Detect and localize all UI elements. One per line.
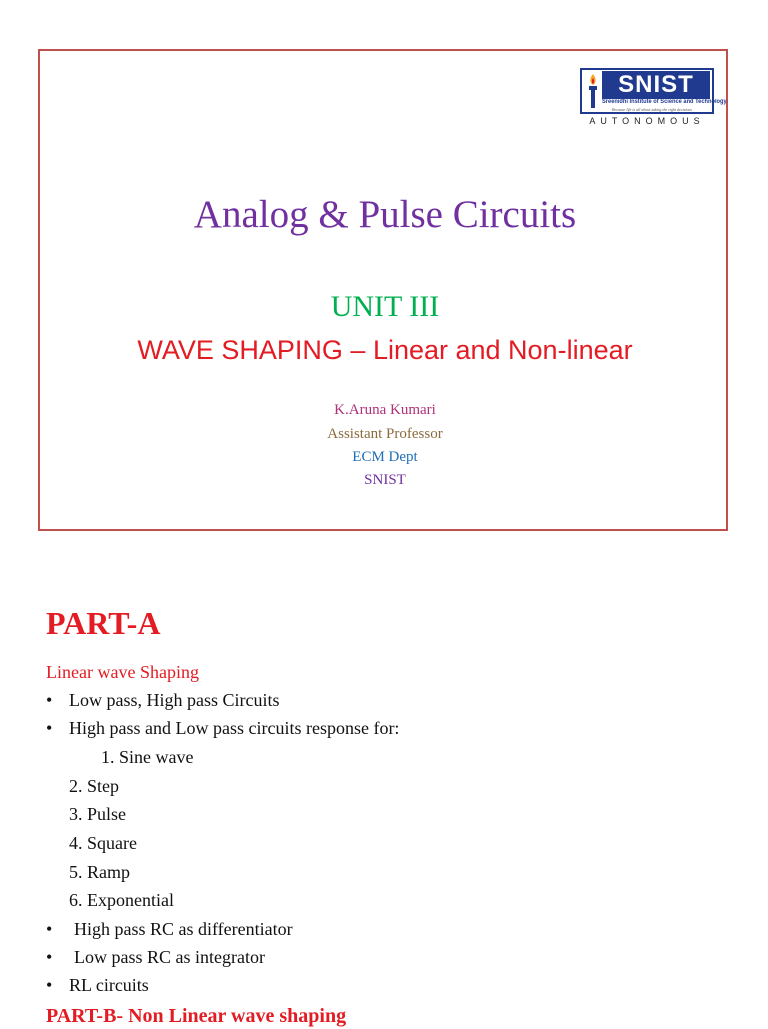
bullet-marker: • [46,718,53,738]
section-heading: Linear wave Shaping [46,662,199,682]
slide-subtitle: WAVE SHAPING – Linear and Non-linear [137,335,633,365]
author-college: SNIST [364,472,406,488]
author-department: ECM Dept [352,449,418,465]
part-a-heading: PART-A [46,605,161,641]
logo-motto: Because life is all about taking the right decisions [612,107,692,112]
list-item: Low pass RC as integrator [74,947,265,967]
list-item: RL circuits [69,975,149,995]
author-name: K.Aruna Kumari [334,402,436,418]
author-designation: Assistant Professor [327,426,443,442]
numbered-item: 5. Ramp [69,862,130,882]
list-item: High pass RC as differentiator [74,919,293,939]
list-item: High pass and Low pass circuits response for: [69,718,400,738]
bullet-marker: • [46,975,53,995]
numbered-item: 3. Pulse [69,804,127,824]
numbered-item: 6. Exponential [69,890,174,910]
bullet-marker: • [46,919,53,939]
logo-tagline: AUTONOMOUS [589,116,705,126]
logo-frame [580,68,727,114]
logo-name: SNIST [602,71,710,99]
numbered-item: 1. Sine wave [101,747,194,767]
slide-title: Analog & Pulse Circuits [193,193,577,236]
bullet-marker: • [46,690,53,710]
numbered-item: 4. Square [69,833,137,853]
logo-institute: Sreenidhi Institute of Science and Technology [602,99,727,105]
torch-icon [585,72,601,110]
title-slide [38,49,728,531]
list-item: Low pass, High pass Circuits [69,690,280,710]
part-b-heading: PART-B- Non Linear wave shaping [46,1005,347,1027]
unit-label: UNIT III [330,290,440,323]
numbered-item: 2. Step [69,776,120,796]
bullet-marker: • [46,947,53,967]
snist-logo [580,68,727,128]
